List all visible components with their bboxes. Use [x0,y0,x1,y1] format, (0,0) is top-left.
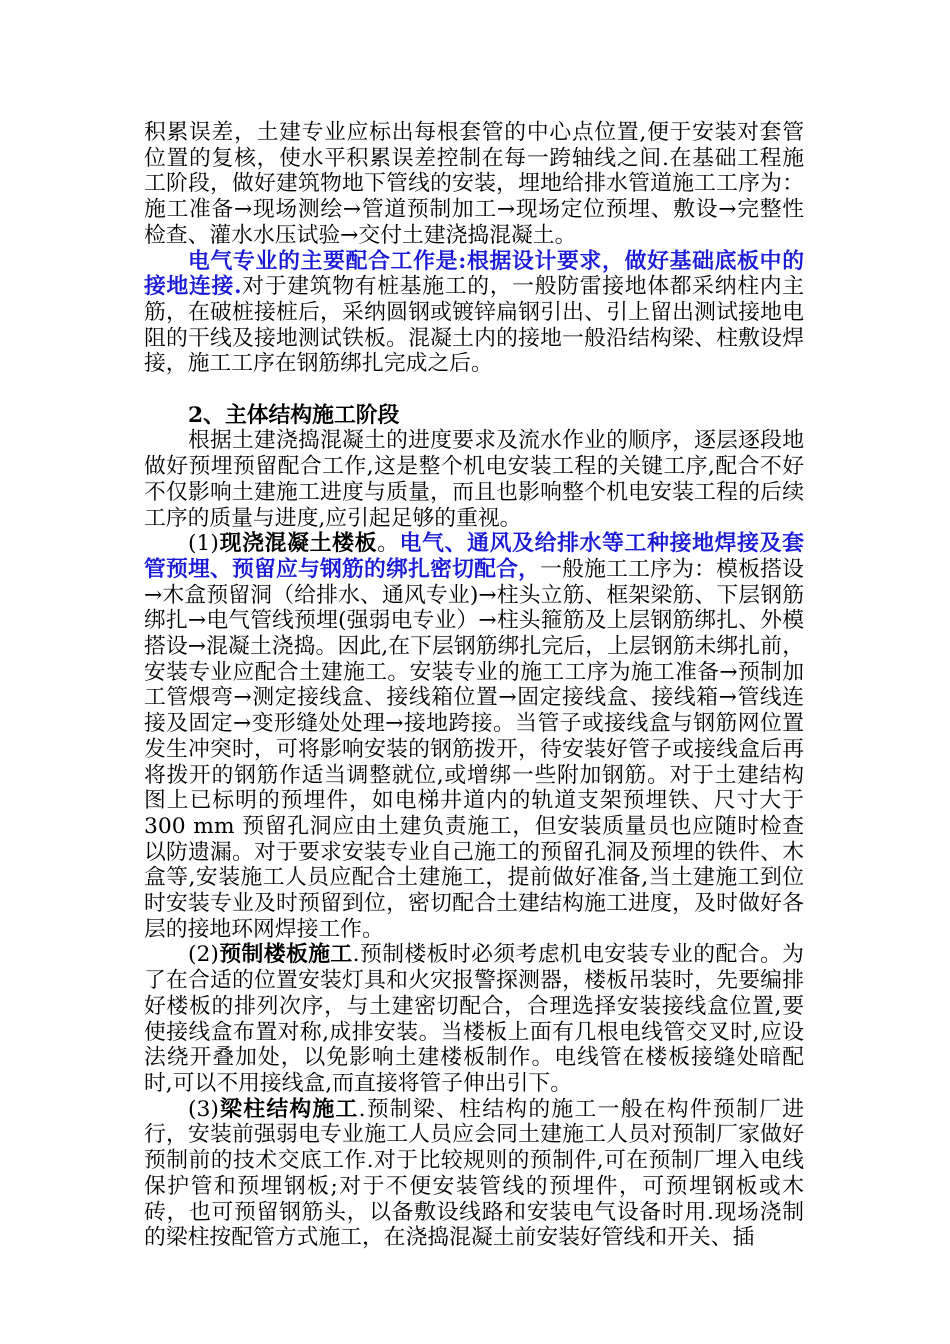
paragraph-gap [144,377,804,403]
text-cast-slab-rest: 一般施工工序为：模板搭设→木盒预留洞（给排水、通风专业)→柱头立筋、框架梁筋、下层钢筋绑扎→电气管线预埋(强弱电专业）→柱头箍筋及上层钢筋绑扎、外模搭设→混凝土浇捣。因此,在下层钢筋绑扎完后，上层钢筋未绑扎前，安装专业应配合土建施工。安装专业的施工工序为施工准备→预制加工管煨弯→测定接线盒、接线箱位置→固定接线盒、接线箱→管线连接及固定→变形缝处处理→接地跨接。当管子或接线盒与钢筋网位置发生冲突时，可将影响安装的钢筋拨开，待安装好管子或接线盒后再将拨开的钢筋作适当调整就位,或增绑一些附加钢筋。对于土建结构图上已标明的预埋件，如电梯井道内的轨道支架预埋铁、尺寸大于 300 mm 预留孔洞应由土建负责施工，但安装质量员也应随时检查以防遗漏。对于要求安装专业自己施工的预留孔洞及预埋的铁件、木盒等,安装施工人员应配合土建施工，提前做好准备,当土建施工到位时安装专业及时预留到位，密切配合土建结构施工进度，及时做好各层的接地环网焊接工作。 [144,556,804,942]
highlight-electrical-lead: 电气专业的主要配合工作是:根据设计要求，做好基础底板中的接地连接. [144,248,804,300]
paragraph-cast-slab [144,531,804,942]
item-title-cast-slab: 现浇混凝土楼板 [218,531,378,557]
paragraph-beam-column [144,1097,804,1251]
item-number-3: (3) [188,1096,219,1122]
item-number-2: (2) [188,942,219,968]
text-beam-column-rest: .预制梁、柱结构的施工一般在构件预制厂进行，安装前强弱电专业施工人员应会同土建施工人员对预制厂家做好预制前的技术交底工作.对于比较规则的预制件,可在预制厂埋入电线保护管和预埋钢板;对于不便安装管线的预埋件，可预埋钢板或木砖，也可预留钢筋头，以备敷设线路和安装电气设备时用.现场浇制的梁柱按配管方式施工，在浇捣混凝土前安装好管线和开关、插 [144,1096,804,1251]
text-electrical-rest: 对于建筑物有桩基施工的，一般防雷接地体都采纳柱内主筋，在破桩接桩后，采纳圆钢或镀锌扁钢引出、引上留出测试接地电阻的干线及接地测试铁板。混凝土内的接地一般沿结构梁、柱敷设焊接，施工工序在钢筋绑扎完成之后。 [144,274,804,377]
paragraph-main-structure-intro: 根据土建浇捣混凝土的进度要求及流水作业的顺序，逐层逐段地做好预埋预留配合工作,这是整个机电安装工程的关键工序,配合不好不仅影响土建施工进度与质量，而且也影响整个机电安装工程的后续工序的质量与进度,应引起足够的重视。 [144,428,804,531]
item-title-beam-column: 梁柱结构施工 [218,1096,359,1122]
paragraph-foundation-piping: 积累误差，土建专业应标出每根套管的中心点位置,便于安装对套管位置的复核，使水平积累误差控制在每一跨轴线之间.在基础工程施工阶段，做好建筑物地下管线的安装，埋地给排水管道施工工序为：施工准备→现场测绘→管道预制加工→现场定位预埋、敷设→完整性检查、灌水水压试验→交付土建浇捣混凝土。 [144,120,804,248]
document-page [144,120,804,1251]
paragraph-electrical-grounding [144,249,804,378]
item-separator: 。 [377,531,400,557]
section-heading-main-structure: 2、主体结构施工阶段 [188,402,400,428]
highlight-cast-slab: 电气、通风及给排水等工种接地焊接及套管预埋、预留应与钢筋的绑扎密切配合， [144,531,804,582]
item-number-1: (1) [188,531,219,557]
item-title-precast-slab: 预制楼板施工 [218,942,353,968]
paragraph-precast-slab [144,942,804,1096]
text-precast-slab-rest: .预制楼板时必须考虑机电安装专业的配合。为了在合适的位置安装灯具和火灾报警探测器，楼板吊装时，先要编排好楼板的排列次序，与土建密切配合，合理选择安装接线盒位置,要使接线盒布置对称,成排安装。当楼板上面有几根电线管交叉时,应设法绕开叠加处，以免影响土建楼板制作。电线管在楼板接缝处暗配时,可以不用接线盒,而直接将管子伸出引下。 [144,942,804,1096]
